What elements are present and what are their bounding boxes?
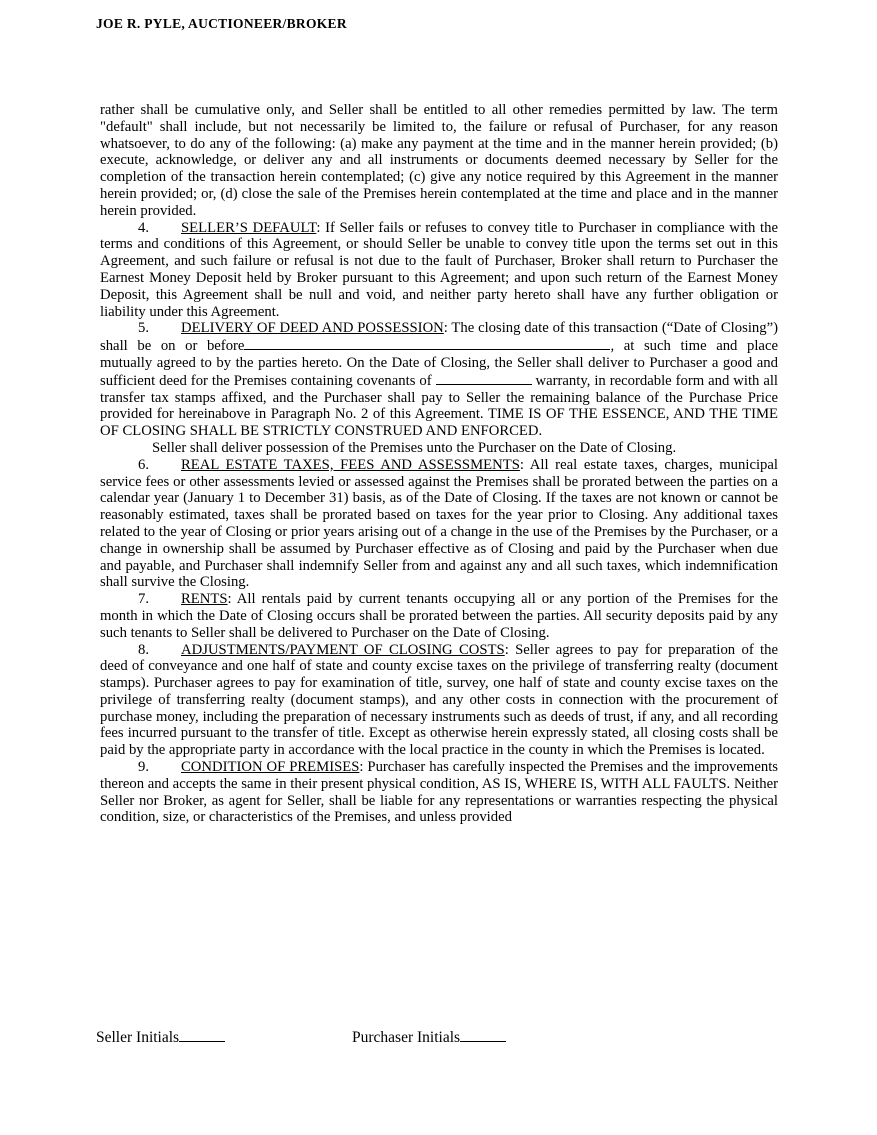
section-number: 9. [138,759,150,776]
section-heading-adjustments-closing-costs: ADJUSTMENTS/PAYMENT OF CLOSING COSTS [181,641,505,658]
section-text: : All real estate taxes, charges, municipal service fees or other assessments levied or assessed against the Premises shall be prorated between the parties on a calendar year (January 1 to December 31) basis, as of the Date of Closing. If the taxes are not known or cannot be reasonably estimated, taxes shall be prorated based on taxes for the year prior to Closing. Any additional taxes related to the year of Closing or prior years arising out of a change in the use of the Premises by the Purchaser, or a change in ownership shall be assumed by Purchaser effective as of Closing and paid by the Purchaser when due and payable, and Purchaser shall indemnify Seller from and against any and all such taxes, which indemnification shall survive the Closing. [100,456,778,591]
paragraph-default-continuation: rather shall be cumulative only, and Seller shall be entitled to all other remedies permitted by law. The term "default" shall include, but not necessarily be limited to, the failure or refusal of Purchaser, for any reason whatsoever, to do any of the following: (a) make any payment at the time and in the manner herein provided; (b) execute, acknowledge, or deliver any and all instruments or documents deemed necessary by Seller for the completion of the transaction herein contemplated; (c) give any notice required by this Agreement in the manner herein provided; or, (d) close the sale of the Premises herein contemplated at the time and place and in the manner herein provided. [100,102,778,219]
section-heading-sellers-default: SELLER’S DEFAULT [181,219,317,236]
section-text: warranty, in recordable form and with all transfer tax stamps affixed, and the Purchaser shall pay to Seller the remaining balance of the Purchase Price provided for hereinabove in Paragraph No. 2 of this Agreement. TIME IS OF THE ESSENCE, AND THE TIME OF CLOSING SHALL BE STRICTLY CONSTRUED AND ENFORCED. [100,372,779,440]
paragraph-real-estate-taxes [100,457,778,591]
seller-initials-blank-field [179,1029,225,1042]
purchaser-initials-label: Purchaser Initials [352,1029,461,1046]
section-heading-rents: RENTS [181,591,228,608]
paragraph-rents [100,591,778,641]
closing-date-blank-field [244,337,610,350]
section-text: , at such time and place mutually agreed to by the parties hereto. On the Date of Closing, the Seller shall deliver to Purchaser a good and sufficient deed for the Premises containing covenants of [100,338,778,389]
section-number: 6. [138,456,150,473]
paragraph-possession: Seller shall deliver possession of the Premises unto the Purchaser on the Date of Closing. [152,439,677,456]
seller-initials-line [96,1029,225,1047]
paragraph-adjustments-closing-costs [100,642,778,760]
paragraph-delivery-of-deed [100,320,778,440]
purchaser-initials-blank-field [460,1029,506,1042]
section-text: : The closing date of this transaction (“Date of Closing”) shall be on or before [100,320,778,355]
warranty-type-blank-field [436,372,532,385]
purchaser-initials-line [352,1029,506,1047]
section-number: 5. [138,320,150,337]
section-heading-condition-of-premises: CONDITION OF PREMISES [181,759,360,776]
section-text: : If Seller fails or refuses to convey title to Purchaser in compliance with the terms and conditions of this Agreement, or should Seller be unable to convey title upon the terms set out in this Agreement, and such failure or refusal is not due to the fault of Purchaser, Broker shall return to Purchaser the Earnest Money Deposit held by Broker pursuant to this Agreement; and upon such return of the Earnest Money Deposit, this Agreement shall be null and void, and neither party hereto shall have any further obligation or liability under this Agreement. [100,219,778,320]
document-header-title: JOE R. PYLE, AUCTIONEER/BROKER [96,16,347,31]
document-body [100,102,778,826]
section-text: : All rentals paid by current tenants occupying all or any portion of the Premises for the month in which the Date of Closing occurs shall be prorated between the parties. All security deposits paid by any such tenants to Seller shall be delivered to Purchaser on the Date of Closing. [100,591,778,641]
paragraph-sellers-default [100,220,778,321]
section-number: 7. [138,591,150,608]
section-heading-delivery-of-deed: DELIVERY OF DEED AND POSSESSION [181,320,444,337]
seller-initials-label: Seller Initials [96,1029,180,1046]
section-number: 4. [138,219,150,236]
section-text: : Seller agrees to pay for preparation of the deed of conveyance and one half of state and county excise taxes on the privilege of transferring realty (document stamps). Purchaser agrees to pay for examination of title, survey, one half of state and county excise taxes on the privilege of transferring realty (document stamps), and any other costs in connection with the procurement of purchase money, including the preparation of necessary instruments such as deeds of trust, if any, and all recording fees incurred pursuant to the transfer of title. Except as otherwise herein expressly stated, all closing costs shall be paid by the appropriate party in accordance with the local practice in the county in which the Premises is located. [100,641,778,759]
section-number: 8. [138,641,150,658]
section-heading-real-estate-taxes: REAL ESTATE TAXES, FEES AND ASSESSMENTS [181,456,520,473]
section-text: : Purchaser has carefully inspected the Premises and the improvements thereon and accepts the same in their present physical condition, AS IS, WHERE IS, WITH ALL FAULTS. Neither Seller nor Broker, as agent for Seller, shall be liable for any representations or warranties respecting the physical condition, size, or characteristics of the Premises, and unless provided [100,759,778,826]
paragraph-condition-of-premises [100,759,778,826]
